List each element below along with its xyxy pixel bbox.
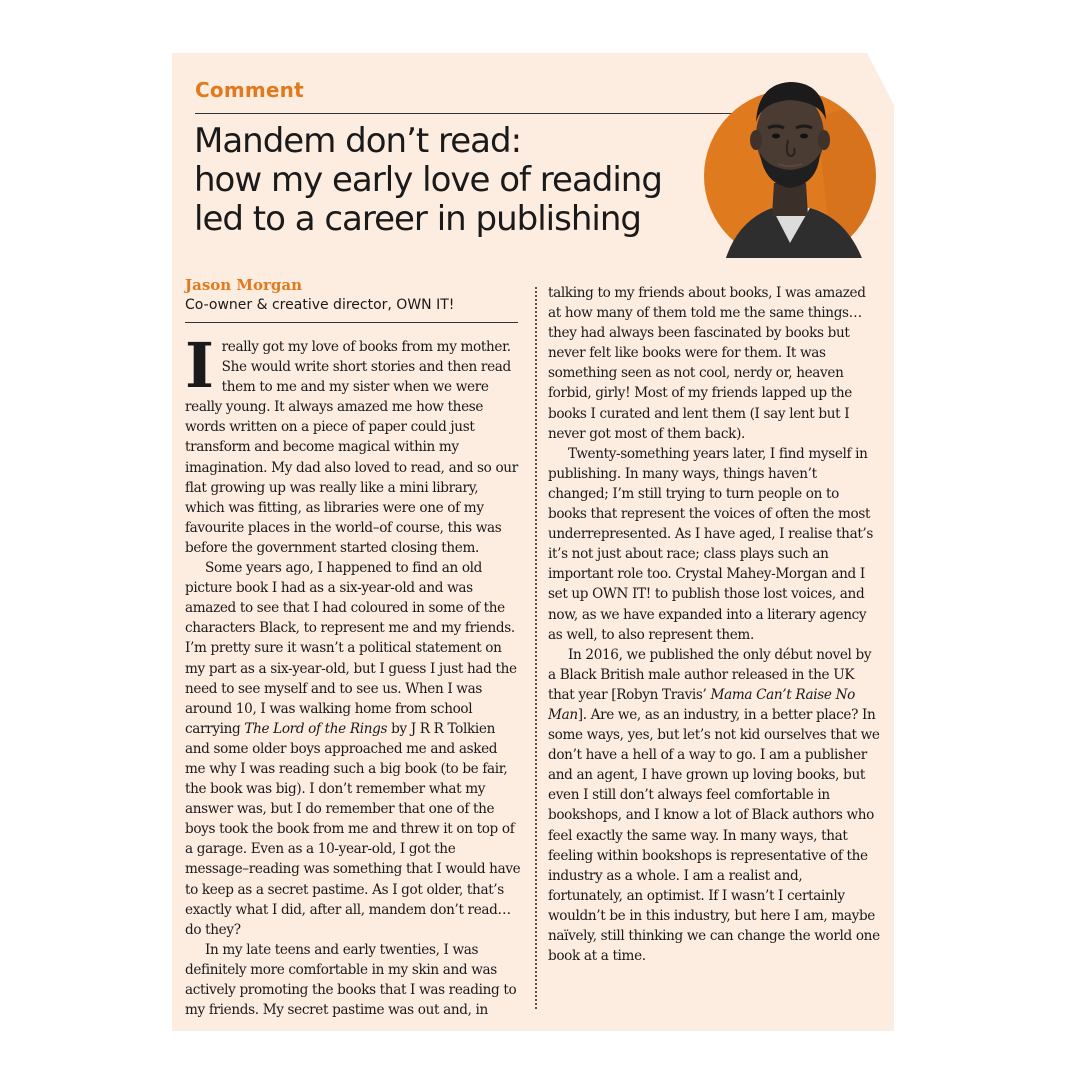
book-title-lotr: The Lord of the Rings bbox=[244, 720, 388, 737]
paragraph-2-text-a: Some years ago, I happened to find an old picture book I had as a six-year-old and was amazed to see that I had coloured in some of the characters Black, to represent me and my friends. I’m pretty sure it wasn’t a political statement on my part as a six-year-old, but I guess I just had the need to see myself and to see us. When I was around 10, I was walking home from school carrying bbox=[185, 560, 517, 737]
paragraph-1-text: really got my love of books from my mother. She would write short stories and then read them to me and my sister when we were really young. It always amazed me how these words written on a piece of paper could just transform and become magical within my imagination. My dad also loved to read, and so our flat growing up was really like a mini library, which was fitting, as libraries were one of my favourite places in the world–of course, this was before the government started closing them. bbox=[185, 339, 518, 556]
author-rule bbox=[185, 322, 518, 323]
paragraph-2-text-b: by J R R Tolkien and some older boys approached me and asked me why I was reading such a big book (to be fair, the book was big). I don’t remember what my answer was, but I do remember that one of the boys took the book from me and threw it on top of a garage. Even as a 10-year-old, I got the message–reading was something that I would have to keep as a secret pastime. As I got older, that’s exactly what I did, after all, mandem don’t read… do they? bbox=[185, 720, 521, 938]
paragraph-5-text-b: ]. Are we, as an industry, in a better place? In some ways, yes, but let’s not kid ourselves that we don’t have a hell of a way to go. I am a publisher and an agent, I have grown up loving books, but even I still don’t always feel comfortable in bookshops, and I know a lot of Black authors who feel exactly the same way. In many ways, that feeling within bookshops is representative of the industry as a whole. I am a realist and, fortunately, an optimist. If I wasn’t I certainly wouldn’t be in this industry, but here I am, maybe naïvely, still thinking we can change the world one book at a time. bbox=[548, 706, 880, 965]
author-name: Jason Morgan bbox=[185, 276, 303, 294]
body-column-2 bbox=[548, 283, 880, 966]
author-role: Co-owner & creative director, OWN IT! bbox=[185, 297, 455, 313]
headline bbox=[194, 122, 714, 239]
paragraph-4-text: Twenty-something years later, I find myself in publishing. In many ways, things haven’t changed; I’m still trying to turn people on to books that represent the voices of often the most underrepresented. As I have aged, I realise that’s it’s not just about race; class plays such an important role too. Crystal Mahey-Morgan and I set up OWN IT! to publish those lost voices, and now, as we have expanded into a literary agency as well, to also represent them. bbox=[548, 445, 874, 643]
book-title-mama: Mama Can’t Raise No Man bbox=[548, 686, 855, 723]
header-rule bbox=[195, 113, 735, 114]
column-divider bbox=[535, 287, 537, 1009]
headline-line-2: how my early love of reading bbox=[194, 160, 662, 200]
author-portrait bbox=[702, 58, 878, 258]
paragraph-3 bbox=[185, 940, 521, 1020]
paragraph-4 bbox=[548, 444, 880, 645]
section-kicker: Comment bbox=[195, 78, 304, 102]
headline-line-1: Mandem don’t read: bbox=[194, 121, 522, 161]
paragraph-3-continued: talking to my friends about books, I was amazed at how many of them told me the same things… they had always been fascinated by books but never felt like books were for them. It was something seen as not cool, nerdy or, heaven forbid, girly! Most of my friends lapped up the books I curated and lent them (I say lent but I never got most of them back). bbox=[548, 285, 866, 442]
paragraph-5-text-a: In 2016, we published the only début novel by a Black British male author released in the UK that year [Robyn Travis’ bbox=[548, 646, 872, 703]
drop-cap: I bbox=[185, 329, 214, 402]
paragraph-5 bbox=[548, 645, 880, 967]
body-column-1 bbox=[185, 329, 521, 1020]
paragraph-2 bbox=[185, 558, 521, 940]
paragraph-1 bbox=[185, 329, 521, 558]
headline-line-3: led to a career in publishing bbox=[194, 199, 641, 239]
paragraph-3-text: In my late teens and early twenties, I was definitely more comfortable in my skin and was actively promoting the books that I was reading to my friends. My secret pastime was out and, in bbox=[185, 941, 517, 1019]
